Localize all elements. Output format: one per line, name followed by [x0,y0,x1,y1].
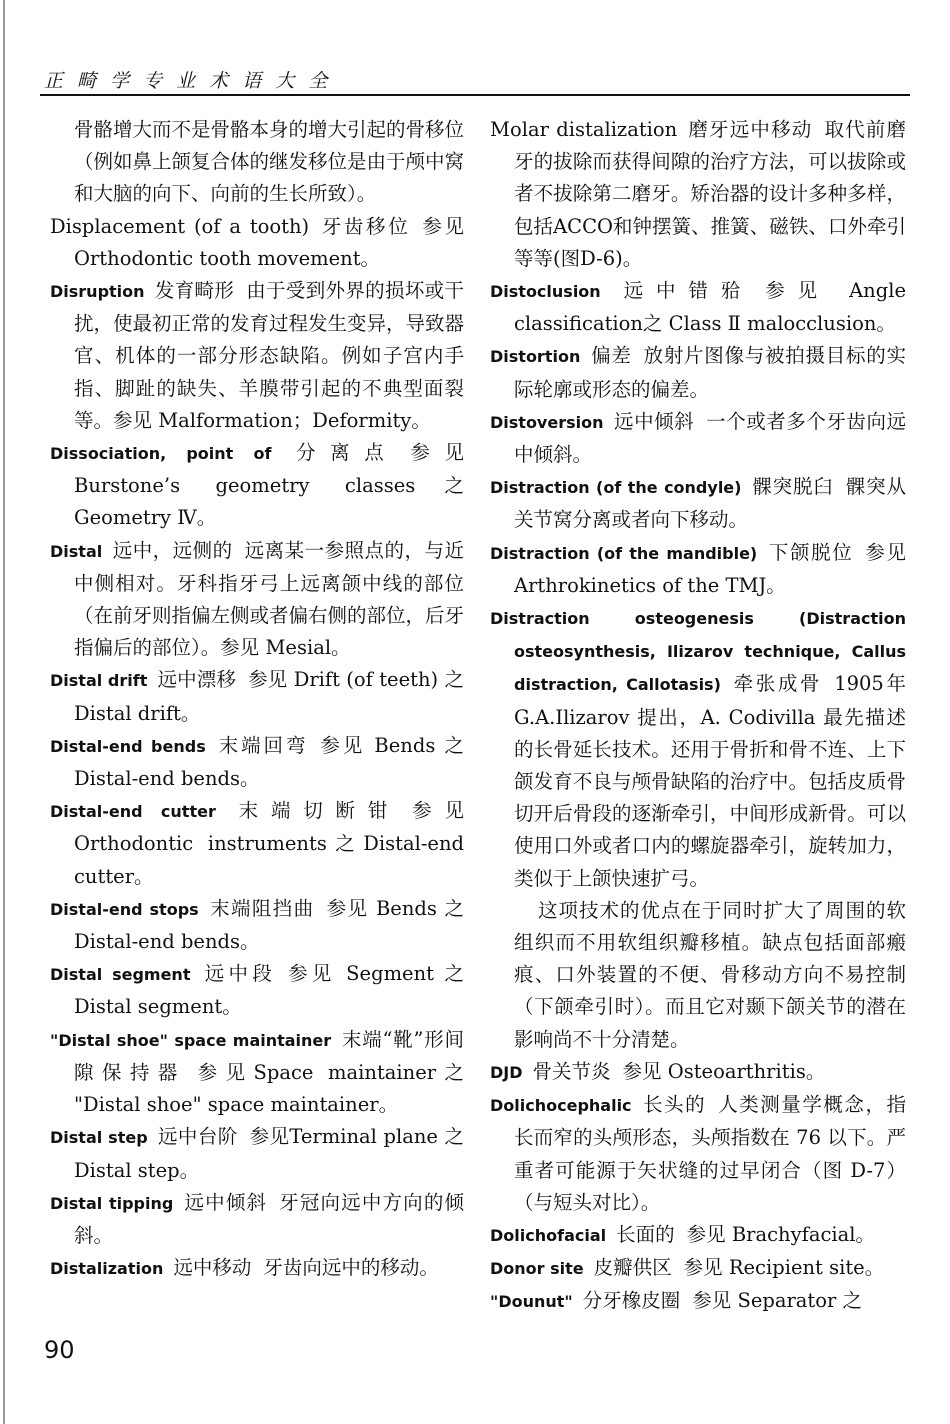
entry-term: Dolichocephalic [490,1096,632,1116]
glossary-entry [490,471,906,536]
entry-chinese: 分离点 [281,441,399,465]
entry-definition: 参见 Bends 之 Distal-end bends。 [74,733,464,791]
glossary-entry [50,114,464,211]
entry-chinese: 磨牙远中移动 [687,118,813,141]
glossary-entry [490,340,906,405]
entry-chinese: 长头的 [641,1093,707,1117]
glossary-entry [490,537,906,602]
entry-chinese: 骨关节炎 [532,1059,611,1083]
entry-definition: 牙齿向远中的移动。 [263,1256,439,1280]
entry-chinese: 末端“靴”形间隙保持器 [74,1027,464,1084]
glossary-entry [490,275,906,340]
entry-chinese: 远中移动 [173,1256,252,1280]
entry-definition: 人类测量学概念，指长而窄的头颅形态，头颅指数在 76 以下。严重者可能源于矢状缝的过早闭合（图 D-7）（与短头对比）。 [514,1093,906,1214]
entry-definition: 参见 Brachyfacial。 [686,1222,875,1246]
entry-definition: 参见 Drift (of teeth) 之 Distal drift。 [74,668,464,725]
entry-term: Distal tipping [50,1193,174,1213]
glossary-entry [50,795,464,893]
entry-term: Donor site [490,1259,584,1279]
entry-definition: 髁突从关节窝分离或者向下移动。 [514,475,906,532]
entry-chinese: 分牙橡皮圈 [582,1289,681,1313]
glossary-entry [50,535,464,665]
glossary-entry [490,1252,906,1285]
glossary-entry [50,730,464,795]
entry-chinese: 发育畸形 [154,279,235,303]
entry-term: Distraction (of the mandible) [490,543,758,563]
entry-term: Distal [50,541,103,561]
glossary-entry [490,1285,906,1318]
entry-definition: 放射片图像与被拍摄目标的实际轮廓或形态的偏差。 [514,344,906,401]
entry-term: Distal-end stops [50,899,199,919]
entry-chinese: 末端阻挡曲 [208,896,315,920]
entry-chinese: 远中漂移 [157,668,237,692]
entry-definition: 远离某一参照点的，与近中侧相对。牙科指牙弓上远离颌中线的部位（在前牙则指偏左侧或者偏右侧的部位，后牙指偏后的部位）。参见 Mesial。 [74,538,465,660]
entry-chinese: 偏差 [590,344,632,368]
entry-term: Dolichofacial [490,1225,607,1245]
entry-definition: 骨骼增大而不是骨骼本身的增大引起的骨移位（例如鼻上颌复合体的继发移位是由于颅中窝和大脑的向下、向前的生长所致）。 [74,118,465,206]
running-header: 正 畸 学 专 业 术 语 大 全 [44,70,332,92]
entry-definition: 参见 Bends 之Distal-end bends。 [74,896,464,954]
glossary-entry [50,1187,464,1252]
entry-term: Distraction (of the condyle) [490,478,742,498]
entry-chinese: 末端切断钳 [225,799,401,823]
entry-definition: 参见 Osteoarthritis。 [622,1059,826,1083]
entry-definition: 1905年G.A.Ilizarov 提出，A. Codivilla 最先描述的长骨延长技术。还用于骨折和骨不连、上下颌发育不良与颅骨缺陷的治疗中。包括皮质骨切开后骨段的逐渐牵引，中间形成新骨。可以使用口外或者口内的螺旋器牵引，旋转加力，类似于上颌快速扩弓。 [514,672,906,890]
glossary-entry [490,406,906,471]
entry-definition: 取代前磨牙的拔除而获得间隙的治疗方法，可以拔除或者不拔除第二磨牙。矫治器的设计多种多样，包括ACCO和钟摆簧、推簧、磁铁、口外牵引等等(图D-6)。 [514,118,906,270]
entry-chinese: 远中倾斜 [613,409,695,433]
entry-term: Distortion [490,347,581,367]
entry-term: Distal segment [50,965,191,985]
entry-definition: 参见Space maintainer之 "Distal shoe" space maintainer。 [74,1060,464,1117]
entry-definition: 参见 Burstone’s geometry classes之Geometry Ⅳ。 [74,441,464,530]
entry-term: "Distal shoe" space maintainer [50,1030,332,1050]
glossary-entry [50,664,464,729]
entry-chinese: 牵张成骨 [730,672,823,696]
glossary-entry [490,114,906,275]
entry-definition: 参见Terminal plane 之 Distal step。 [74,1125,465,1182]
entry-term: "Dounut" [490,1292,573,1312]
entry-definition: 参见 Angle classification之 Class Ⅱ malocclusion。 [514,279,906,336]
entry-term: Distoversion [490,412,604,432]
entry-definition: 参见 Separator 之 [692,1289,863,1313]
left-column [50,114,464,1285]
glossary-entry [490,1056,906,1089]
entry-definition: 一个或者多个牙齿向远中倾斜。 [514,409,906,467]
glossary-entry [50,1024,464,1122]
entry-term: Displacement (of a tooth) [50,214,310,238]
page-number: 90 [44,1336,75,1364]
entry-term: Distal-end cutter [50,802,216,822]
entry-chinese: 远中，远侧的 [112,538,233,562]
entry-chinese: 下颌脱位 [767,540,854,564]
page-edge-rule [3,0,5,1424]
glossary-entry [490,895,906,1056]
glossary-entry [50,437,464,535]
entry-term: Molar distalization [490,118,678,141]
entry-chinese: 远中段 [200,962,277,986]
entry-chinese: 牙齿移位 [319,214,411,238]
glossary-entry [50,211,464,275]
entry-term: Distal-end bends [50,736,206,756]
glossary-entry [50,1252,464,1285]
right-column [490,114,906,1319]
entry-definition: 参见 Orthodontic tooth movement。 [74,214,464,270]
entry-chinese: 长面的 [616,1222,675,1246]
glossary-entry [50,275,464,437]
header-rule [40,94,910,96]
entry-chinese: 远中台阶 [157,1125,238,1149]
glossary-entry [490,1089,906,1219]
entry-definition: 参见 Orthodontic instruments之Distal-end cutter。 [74,799,464,888]
entry-term: Distal drift [50,671,148,691]
entry-chinese: 皮瓣供区 [593,1256,672,1280]
entry-term: Dissociation, point of [50,444,272,464]
glossary-entry [50,958,464,1023]
entry-definition: 牙冠向远中方向的倾斜。 [74,1190,464,1247]
entry-definition: 这项技术的优点在于同时扩大了周围的软组织而不用软组织瓣移植。缺点包括面部瘢痕、口外装置的不便、骨移动方向不易控制（下颌牵引时）。而且它对颞下颌关节的潜在影响尚不十分清楚。 [514,898,906,1051]
entry-chinese: 远中错𬌗 [610,279,754,303]
entry-chinese: 远中倾斜 [183,1190,268,1214]
entry-term: Distal step [50,1128,148,1148]
entry-term: DJD [490,1062,523,1082]
entry-definition: 参见 Recipient site。 [683,1256,885,1280]
entry-term: Distraction osteogenesis (Distraction osteosynthesis, Ilizarov technique, Callus distraction, Callotasis) [490,609,906,695]
entry-definition: 参见 Segment 之 Distal segment。 [74,962,464,1019]
glossary-entry [490,1219,906,1252]
glossary-entry [50,893,464,958]
entry-definition: 由于受到外界的损坏或干扰，使最初正常的发育过程发生变异，导致器官、机体的一部分形态缺陷。例如子宫内手指、脚趾的缺失、羊膜带引起的不典型面裂等。参见 Malformation；Deformity。 [74,279,465,432]
entry-chinese: 末端回弯 [215,733,309,757]
entry-definition: 参见 Arthrokinetics of the TMJ。 [514,540,906,597]
glossary-entry [50,1121,464,1186]
entry-chinese: 髁突脱臼 [751,475,834,499]
entry-term: Distalization [50,1259,164,1279]
glossary-entry [490,602,906,895]
entry-term: Disruption [50,282,145,302]
entry-term: Distoclusion [490,282,601,302]
